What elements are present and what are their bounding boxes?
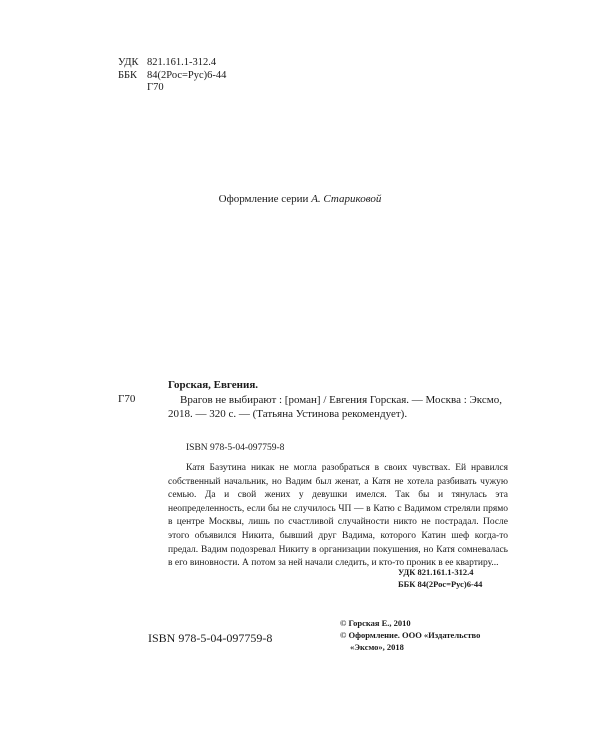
udk-label: УДК [118, 57, 139, 68]
copyright-author: © Горская Е., 2010 [340, 618, 411, 628]
isbn-record: ISBN 978-5-04-097759-8 [186, 443, 285, 453]
copyright-design: © Оформление. ООО «Издательство [340, 630, 481, 640]
author-mark: Г70 [147, 82, 164, 93]
isbn-main: ISBN 978-5-04-097759-8 [148, 631, 273, 645]
udk-row [118, 57, 226, 70]
series-design-prefix: Оформление серии [218, 193, 309, 205]
bbk-value: 84(2Рос=Рус)6-44 [147, 69, 227, 81]
annotation-text: Катя Базутина никак не могла разобраться в своих чувствах. Ей нравился собственный начальник, но Вадим был женат, а Катя не хотела разбивать чужую семью. Да и свой жених у девушки имелся. Так бы и тянулась эта неопределенность, если бы не случилось ЧП — в Катю с Вадимом стреляли прямо в центре Москвы, лишь по счастливой случайности никто не пострадал. После этого объявился Никита, бывший друг Вадима, которого Катин шеф когда-то предал. Вадим подозревал Никиту в организации покушения, но Катя сомневалась в его виновности. А потом за ней начали следить, и кто-то проник в ее квартиру... [168, 463, 508, 569]
udk-value: 821.161.1-312.4 [147, 57, 217, 68]
series-design-credit [0, 193, 600, 205]
bbk-label: ББК [118, 69, 138, 81]
author-heading: Горская, Евгения. [168, 379, 259, 391]
bbk-bottom: ББК 84(2Рос=Рус)6-44 [398, 579, 483, 589]
classification-block-top [118, 57, 226, 95]
bbk-row [118, 70, 226, 83]
udk-bottom: УДК 821.161.1-312.4 [398, 567, 474, 577]
copyright-block [340, 617, 480, 653]
classification-block-bottom [398, 566, 482, 590]
bibliographic-description: Врагов не выбирают : [роман] / Евгения Горская. — Москва : Эксмо, 2018. — 320 с. — (Татьяна Устинова рекомендует). [168, 394, 502, 420]
author-mark-row [118, 82, 226, 95]
copyright-publisher: «Эксмо», 2018 [350, 642, 404, 652]
author-mark-side: Г70 [118, 393, 136, 405]
series-designer-name: А. Стариковой [311, 193, 382, 205]
